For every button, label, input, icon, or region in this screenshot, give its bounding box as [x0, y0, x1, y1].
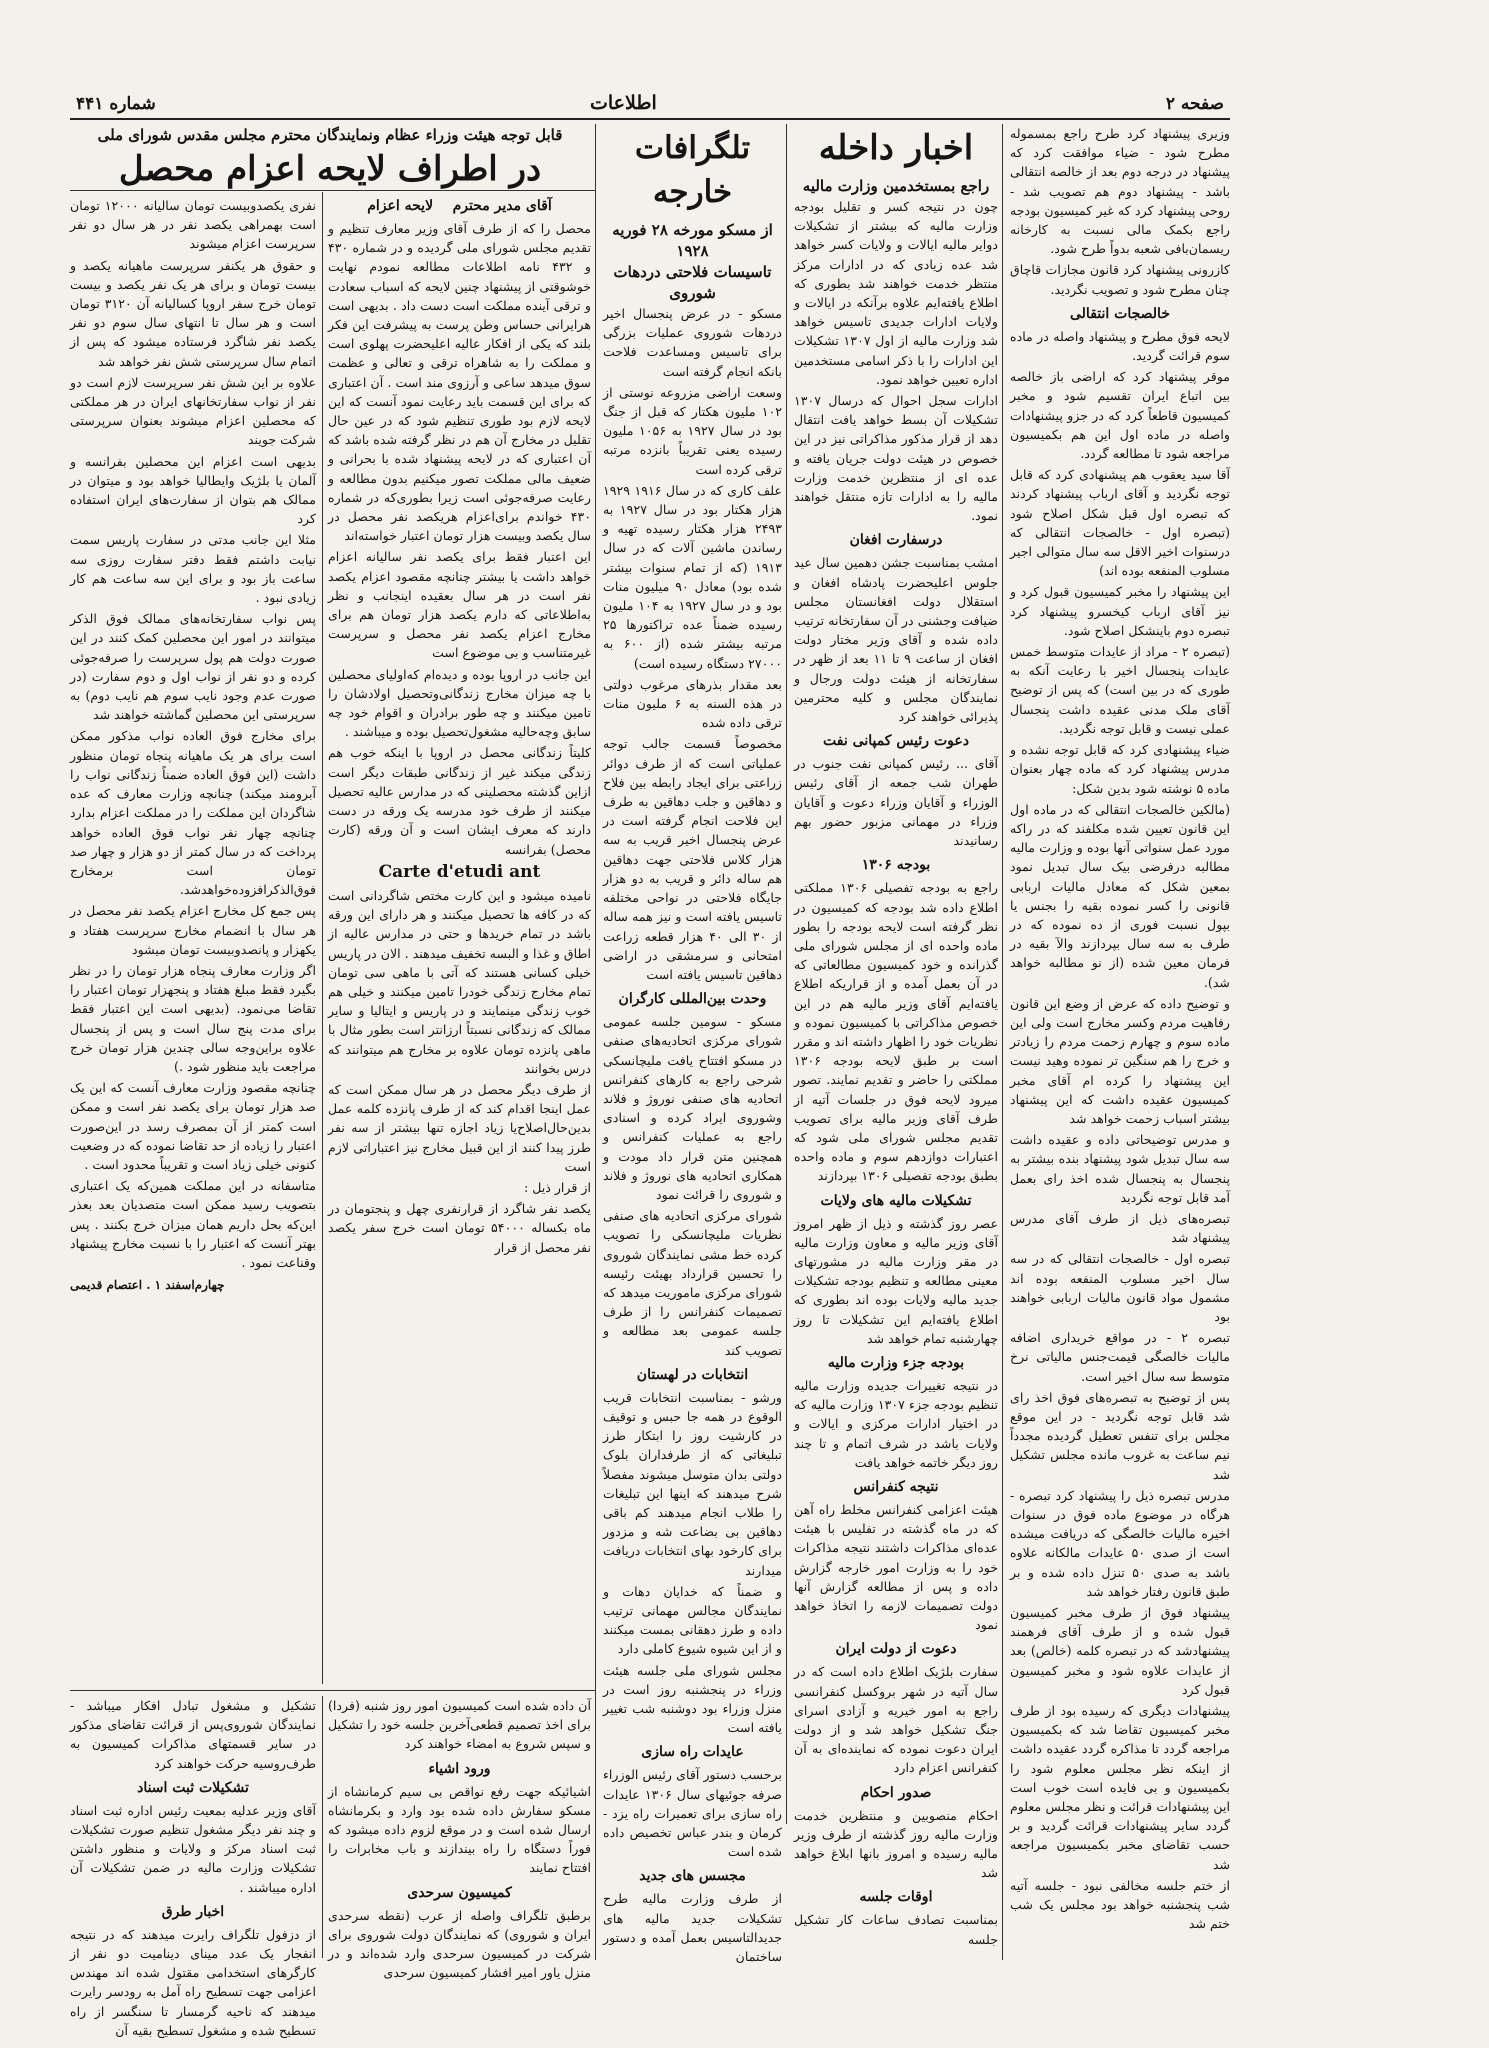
paragraph: اشیائیکه جهت رفع نواقص بی سیم کرمانشاه از مسکو سفارش داده شده بود وارد و بکرمانشاه ارسال شده است و در موقع لزوم داده میشود که فوراً دستگاه را راه بیندازند و باب مخابرات را افتتاح نمایند: [328, 1783, 591, 1876]
paragraph: نامیده میشود و این کارت مختص شاگردانی است که در کافه ها تحصیل میکنند و هر دارای این ورقه باشد در تمام خریدها و حتی در مدارس عالیه از اطاق و غذا و البسه تخفیف میدهند . الان در پاریس خیلی کسانی هستند که آتی با ماهی سی تومان تمام مخارج زندگی خودرا تامین میکنند و خیلی هم خوب زندگی مینمایند و در پاریس و ایتالیا و سایر ممالک که زندگانی نسبتاً ارزانتر است بطور مثال با ماهی پانزده تومان علاوه بر مخارج هم میتوانند که درس بخوانند: [328, 887, 591, 1076]
column-rule: [1002, 124, 1003, 1960]
banner-kicker: قابل توجه هیئت وزراء عظام ونمایندگان محترم مجلس مقدس شورای ملی: [97, 126, 563, 144]
column-letter-part-2: [70, 196, 316, 1686]
section-heading: عایدات راه سازی: [641, 1744, 744, 1761]
paragraph: آقای وزیر عدلیه بمعیت رئیس اداره ثبت اسناد و چند نفر دیگر مشغول تنظیم صورت تشکیلات ثبت اسناد مرکز و ولایات و منظور داشتن تشکیلات وزارت مالیه در ضمن تشکیلات آن اداره میباشند .: [70, 1802, 316, 1895]
paragraph: ورشو - بمناسبت انتخابات قریب الوقوع در همه جا حبس و توقیف در کارشیت روز را ابتکار طرز تبلیغاتی که از طرفداران بلوک دولتی بدان متوسل میشوند مفصلاً شرح میدهند که اینها این تبلیغات را طلاب انجام میدهند کم باقی دهاقین بی بضاعت شه و مزدور برای کارخود بهای انتخابات دریافت میدارند: [603, 1389, 782, 1578]
section-heading: درسفارت افغان: [849, 532, 943, 549]
article-subtitle: تاسیسات فلاحتی دردهات شوروی: [613, 263, 772, 302]
paragraph: علف کاری که در سال ۱۹۱۶ ۱۹۲۹ هزار هکتار بود در سال ۱۹۲۷ به ۲۴۹۳ هزار هکتار رسیده تهیه و رساندن ماشین آلات که در سال ۱۹۱۳ (که از تمام سنوات بیشتر شده بود) معادل ۹۰ میلیون منات بود و در سال ۱۹۲۷ به ۱۰۴ ملیون رسیده ضمناً عده تراکتورها ۲۵ مرتبه بیشتر شده (از ۶۰۰ به ۲۷۰۰۰ دستگاه رسیده است): [603, 482, 782, 671]
paragraph: یکصد نفر شاگرد از قرارنفری چهل و پنجتومان در ماه بکساله ۵۴۰۰۰ تومان است خرج سفر یکصد نفر محصل از قرار: [328, 1201, 591, 1255]
section-heading: تشکیلات ثبت اسناد: [137, 1779, 249, 1796]
paragraph: از طرف دیگر محصل در هر سال ممکن است که عمل اینجا اقدام کند که از طرف پانزده کلمه عمل بدین‌حال‌اصلاح‌یا زیاد اجازه تنها بیشتر از سه نفر طرز پیدا کنند از این قبیل مخارج نیز اعتباراتی لازم است: [328, 1081, 591, 1174]
section-heading: تشکیلات مالیه های ولایات: [820, 1192, 972, 1209]
paragraph: نفری یکصدوبیست تومان سالیانه ۱۲۰۰۰ تومان است بهمراهی یکصد نفر در هر سال دو نفر سرپرست اعزام میشوند: [70, 198, 316, 252]
paragraph: تبصره‌های ذیل از طرف آقای مدرس پیشنهاد شد: [1010, 1210, 1230, 1246]
foreign-telegrams-title: تلگرافات خارجه: [634, 130, 751, 210]
section-heading: بودجه ۱۳۰۶: [861, 857, 931, 874]
paragraph: و مدرس توضیحاتی داده و عقیده داشت سه سال تبدیل شود پیشنهاد بنده بیشتر به پنجسال به پنجسال شده اخذ رای بعمل آمد قابل توجه نگردید: [1010, 1132, 1230, 1205]
paragraph: چون در نتیجه کسر و تقلیل بودجه وزارت مالیه که بیشتر از تشکیلات دوایر مالیه ایالات و ولایات کسر خواهد شد عده زیادی که در ادارات مرکز منتظر خدمت خواهند شد بطوری که اطلاع یافته‌ایم علاوه برآنکه در ایالات و ولایات ادارات جدیدی تاسیس خواهد شد وزارت مالیه از اول ۱۳۰۷ تشکیلات این ادارات را با ذکر اسامی مستخدمین اداره تعیین خواهد نمود.: [794, 199, 999, 387]
paragraph: مثلا این جانب مدتی در سفارت پاریس سمت نیابت داشتم فقط دفتر سفارت روزی سه ساعت باز بود و برای این سه ساعت هم کار زیادی نبود .: [70, 532, 316, 606]
column-parliament-report: [1010, 124, 1230, 1960]
letter-salutation: [328, 196, 591, 217]
paragraph: تبصره اول - خالصجات انتقالی که در سه سال اخیر مسلوب المنفعه بوده اند مشمول مواد قانون مالیات اربابی خواهند بود: [1010, 1251, 1230, 1324]
column-domestic-news: [794, 124, 998, 1960]
paragraph: (تبصره ۲ - مراد از عایدات متوسط خمس عایدات پنجسال اخیر با رعایت آنکه به طوری که در بین است) که پس از توضیح آقای ملک مدنی عقیده داشت پنجسال عملی نیست و قابل توجه نگردید.: [1010, 644, 1230, 736]
paragraph: وسعت اراضی مزروعه نوستی از ۱۰۲ ملیون هکتار که قبل از جنگ بود در سال ۱۹۲۷ به ۱۰۵۶ ملیون رسیده یعنی تقریباً بانزده مرتبه ترقی کرده است: [603, 384, 783, 477]
paragraph: پیشنهادات دیگری که رسیده بود از طرف مخبر کمیسیون تقاضا شد که بکمیسیون مراجعه گردد تا مذاکره گردد عقیده داشت از اینکه نظر مجلس معلوم شود را بکمیسیون و بی فایده است خوب است این پیشنهادات قرائت و نظر مجلس معلوم گردد سایر پیشنهادات قرائت گردید و بر حسب تقاضای مخبر بکمیسیون مراجعه شد: [1010, 1703, 1230, 1872]
column-rule: [786, 124, 787, 1824]
paragraph: اگر وزارت معارف پنجاه هزار تومان را در نظر بگیرد فقط مبلغ هفتاد و پنجهزار تومان اعتبار را تقاضا می‌نمود. (بدیهی است این اعتبار فقط برای مدت پنج سال است و پس از پنجسال علاوه براین‌وجه سالی چندین هزار تومان خرج مراجعت باید منظور شود .): [70, 962, 316, 1074]
section-heading: اوقات جلسه: [859, 1889, 933, 1906]
paragraph: محصل را که از طرف آقای وزیر معارف تنظیم و تقدیم مجلس شورای ملی گردیده و در شماره ۴۳۰ و ۴۳۲ نامه اطلاعات مطالعه نمودم نهایت خوشوقتی از پیشنهاد چنین لایحه که اسباب سعادت و ترقی آینده مملکت است دست داد . بدیهی است هرایرانی حساس وطن پرست به پیشرفت این فکر بلند که یکی از افکار عالیه اعلیحضرت پهلوی است و مملکت را به شاهراه ترقی و تعالی و عظمت سوق میدهد ساعی و آرزوی مند است . آن اعتباری که برای این قسمت باید رعایت نمود آنست که این لایحه لازم بود طوری تنظیم شود که در عین حال تقلیل در مخارج آن هم در نظر گرفته شده باشد که آن اعتباری که در لایحه پیشنهاد شده با بحرانی و ضعیف مالی مملکت تصور میکنیم بدون مطالعه و رعایت صرفه‌جوئی است زیرا بطوری‌که در شماره ۴۳۰ خواندم برای‌اعزام هریکصد نفر محصل در سال یکصد وبیست هزار تومان اعتبار خواسته‌اند: [328, 221, 591, 544]
paragraph: (مالکین خالصجات انتقالی که در ماده اول این قانون تعیین شده مکلفند که در راکه مورد عمل سنواتی آنها بوده و وزارت مالیه مطالبه درفرضی بیک سال تبدیل نمود بمعین شکل که معادل مالیات اربابی قانونی را کسر نموده بقیه را بجنس یا بپول نسبت فوری از ده نموده که در طرف به سه سال بپردازند والآ بقیه در فرمان معین شده (از نو مطالبه خواهد شد).: [1010, 801, 1230, 990]
paragraph: متاسفانه در این مملکت همین‌که یک اعتباری بتصویب رسید ممکن است متصدیان بعد بعذر این‌که بحل داریم همان میزان خرج بکنند . پس بهتر آنست که اعتبار را با نسبت مخارج پیشنهاد وقناعت نمود .: [70, 1178, 316, 1270]
paragraph: کلیتاً زندگانی محصل در اروپا با اینکه خوب هم زندگی میکند غیر از زندگانی طبقات دیگر است ازاین گذشته محصلینی که در مدارس عالیه تحصیل میکنند از طرف خود مدرسه یک ورقه در دست دارند که معرف ایشان است و آن ورقه (کارت محصل) بفرانسه: [328, 745, 591, 857]
paragraph: وزیری پیشنهاد کرد طرح راجع بمسموله مطرح شود - ضیاء موافقت کرد که پیشنهاد در درجه دوم بعد از خالصه انتقالی باشد - پیشنهاد دوم هم تصویب شد - روحی پیشنهاد کرد که غیر کمیسیون بودجه راجع بکمک مالی نسبت به کارخانه ریسمان‌بافی شعبه بدواً طرح شود.: [1010, 126, 1230, 257]
section-heading: وحدت بین‌المللی کارگران: [618, 991, 767, 1008]
column-letter-part-1: [328, 196, 591, 1686]
paragraph: برطبق تلگراف واصله از عرب (نقطه سرحدی ایران و شوروی) که نمایندگان دولت شوروی برای شرکت در کمیسیون سرحدی وارد شده‌اند و در منزل یاور امیر افشار کمیسیون سرحدی: [328, 1907, 591, 1981]
paragraph: آقای ... رئیس کمپانی نفت جنوب در طهران شب جمعه از آقای رئیس الوزراء و آقایان وزراء دعوت و آقایان وزراء در مهمانی مزبور حضور بهم رسانیدند: [794, 756, 998, 849]
newspaper-name: اطلاعات: [590, 92, 657, 114]
section-heading: بودجه جزء وزارت مالیه: [827, 1354, 965, 1371]
article-subtitle: راجع بمستخدمین وزارت مالیه: [802, 177, 990, 195]
paragraph: و ضمناً که خدایان دهات و نمایندگان مجالس مهمانی ترتیب داده و طرز دهقانی بمست میکنند و از این شیوه شیوع کاملی دارد: [603, 1583, 782, 1657]
paragraph: مسکو - سومین جلسه عمومی شورای مرکزی اتحادیه‌های صنفی در مسکو افتتاح یافت ملیچانسکی شرحی راجع به کارهای کنفرانس اتحادیه های صنفی نوروژ و فلاند وشوروی ایراد کرده و اسنادی راجع به عملیات کنفرانس و همچنین متن قرار داد مودت و همکاری اتحادیه های نوروژ و فلاند و شوروی را قرائت نمود: [603, 1014, 782, 1202]
paragraph: احکام منصوبین و منتظرین خدمت وزارت مالیه روز گذشته از طرف وزیر مالیه رسیده و امروز بانها ابلاغ خواهد شد: [794, 1807, 998, 1881]
section-heading: صدور احکام: [860, 1784, 932, 1801]
letter-heading: آقای مدیر محترم: [452, 198, 552, 214]
banner-rule: [70, 190, 595, 191]
paragraph: از ختم جلسه مخالفی نبود - جلسه آتیه شب پنجشنبه خواهد بود مجلس یک شب ختم شد: [1010, 1877, 1230, 1932]
section-heading: مجسس های جدید: [639, 1868, 746, 1885]
paragraph: امشب بمناسبت جشن دهمین سال عید جلوس اعلیحضرت پادشاه افغان و استقلال دولت افغانستان مجلس ضیافت وجشنی در آن سفارتخانه ترتیب داده شده و آقای وزیر مختار دولت افغان از ساعت ۹ تا ۱۱ بعد از ظهر در سفارتخانه از هیئت دولت ورجال و نمایندگان مجلس و کلیه محترمین پذیرائی خواهند کرد: [794, 555, 998, 725]
paragraph: برای مخارج فوق العاده نواب مذکور ممکن است برای هر یک ماهیانه پنجاه تومان منظور داشت (این فوق العاده ضمناً زندگانی نواب را آبرومند میکند) چنانچه وزارت معارف که عده شاگردان این مملکت را در مملکت اعزام بدارد چنانچه چهار نفر نواب فوق العاده خواهد پرداخت که در سال کمتر از دو هزار و چهار صد تومان است برمخارج فوق‌الذکرافزوده‌خواهدشد.: [70, 728, 316, 898]
paragraph: بعد مقدار بذرهای مرغوب دولتی در هذه السنه به ۶ ملیون منات ترقی داده شده: [603, 676, 782, 731]
paragraph: لایحه فوق مطرح و پیشنهاد واصله در ماده سوم قرائت گردید.: [1010, 328, 1230, 364]
banner-headline: در اطراف لایحه اعزام محصل: [118, 149, 542, 189]
paragraph: مجلس شورای ملی جلسه هیئت وزراء در پنجشنبه روز است در منزل وزراء بود دوشنبه شب تغییر یافته است: [603, 1662, 782, 1736]
paragraph: چنانچه مقصود وزارت معارف آنست که این یک صد هزار تومان برای یکصد نفر است و ممکن است کمتر از آن بمصرف رسد در این‌صورت اعتبار را زیاده از حد تقاضا نموده که در وضعیت کنونی خیلی زیاد است و تقریباً محدود است .: [70, 1080, 316, 1172]
newspaper-page: [70, 90, 1230, 2038]
paragraph: ضیاء پیشنهادی کرد که قابل توجه نشده و مدرس پیشنهاد کرد که ماده چهار بعنوان ماده ۵ نوشته شود بدین شکل:: [1010, 742, 1230, 796]
domestic-news-title: اخبار داخله: [818, 128, 974, 168]
paragraph: این اعتبار فقط برای یکصد نفر سالیانه اعزام خواهد داشت یا بیشتر چنانچه مقصود اعزام یکصد نفر است در هر سال بعقیده اینجانب و نظر به‌اطلاعاتی که دارم یکصد هزار تومان هم برای مخارج اعزام یکصد نفر محصل و سرپرست غیرمتناسب و بی موضوع است: [328, 549, 591, 661]
paragraph: در نتیجه تغییرات جدیده وزارت مالیه تنظیم بودجه جزء ۱۳۰۷ وزارت مالیه که در اختیار ادارات مرکزی و ایالات و ولایات باشد در شرف اتمام و تا چند روز دیگر خاتمه خواهد یافت: [794, 1377, 998, 1470]
paragraph: هیئت اعزامی کنفرانس مخلط راه آهن که در ماه گذشته در تفلیس با هیئت عده‌ای مذاکرات داشتند نتیجه مذاکرات خود را به وزارت امور خارجه گزارش داده و پس از مطالعه گزارش آنها دولت تصمیمات لازمه را اتخاذ خواهد نمود: [794, 1501, 998, 1633]
paragraph: پیشنهاد فوق از طرف مخبر کمیسیون قبول شده و از طرف آقای فرهمند پیشنهادشد که در تبصره کلمه (خالص) بعد از عایدات علاوه شود و مخبر کمیسیون قبول کرد: [1010, 1605, 1230, 1697]
issue-number: شماره ۴۴۱: [76, 94, 156, 114]
paragraph: تبصره ۲ - در مواقع خریداری اضافه مالیات خالصگی قیمت‌جنس مالیاتی نرخ متوسط سه سال اخیر است.: [1010, 1330, 1230, 1384]
section-rule: [70, 1690, 595, 1691]
paragraph: از طرف وزارت مالیه طرح تشکیلات جدید مالیه های جدیدالتاسیس بعمل آمده و دستور ساختمان: [603, 1891, 782, 1965]
section-heading: ورود اشیاء: [428, 1760, 491, 1777]
paragraph: بمناسبت تصادف ساعات کار تشکیل جلسه: [794, 1912, 998, 1947]
paragraph: از دزفول تلگراف رایرت میدهند که در نتیجه انفجار یک عدد مینای دینامیت دو نفر از کارگرهای استخدامی مقتول شده اند مهندس اعزامی جهت تسطیح راه آمل به رودسر رایرت میدهند که ناحیه گرمسار تا سنگسر از راه تسطیح شده و مشغول تسطیح بقیه آن: [70, 1926, 316, 2038]
paragraph: مدرس تبصره ذیل را پیشنهاد کرد تبصره - هرگاه در موضوع ماده فوق در سنوات اخیره مالیات خالصگی که دریافت میشده است از صدی ۵۰ عایدات مالکانه علاوه باشد به صدی ۵۰ تنزل داده شده و بر طبق قانون رفتار خواهد شد: [1010, 1487, 1230, 1599]
letter-subheading: لایحه اعزام: [367, 198, 434, 214]
paragraph: ادارات سجل احوال که درسال ۱۳۰۷ تشکیلات آن بسط خواهد یافت انتقال دهد از قرار مذکور مذاکراتی نیز در این خصوص در هیئت دولت جریان یافته و عده ای از منتظرین خدمت وزارت مالیه را به ادارات تازه منتقل خواهند نمود.: [794, 393, 998, 524]
column-rule: [322, 192, 323, 1684]
paragraph: از قرار ذیل :: [523, 1179, 591, 1195]
article-subtitle: از مسکو مورخه ۲۸ فوریه ۱۹۲۸: [612, 221, 773, 260]
column-bottom-left: [70, 1696, 316, 2038]
paragraph: پس از توضیح به تبصره‌های فوق اخذ رای شد قابل توجه نگردید - در این موقع مجلس برای تنفس تعطیل گردیده مجدداً نیم ساعت به غروب مانده مجلس تشکیل شد: [1010, 1389, 1230, 1482]
paragraph: آقا سید یعقوب هم پیشنهادی کرد که قابل توجه نگردید و آقای ارباب پیشنهاد کردند که تبصره اول قبل شکل اصلاح شود (تبصره اول - خالصجات انتقالی که درسنوات اخیر الاقل سه سال متوالی اجیر مسلوب المنفعه بوده اند): [1010, 467, 1230, 579]
paragraph: برحسب دستور آقای رئیس الوزراء صرفه جوئیهای سال ۱۳۰۶ عایدات راه سازی برای تعمیرات راه یزد - کرمان و بندر عباس تخصیص داده شده است: [603, 1767, 783, 1860]
latin-term: Carte d'etudi ant: [378, 861, 541, 882]
paragraph: سفارت بلژیک اطلاع داده است که در سال آتیه در شهر بروکسل کنفرانسی راجع به امور خیریه و آزادی اسرای جنگ تشکیل خواهد شد و از دولت ایران دعوت نموده که نماینده‌ای به آن کنفرانس اعزام دارد: [794, 1664, 998, 1776]
paragraph: عصر روز گذشته و ذیل از ظهر امروز آقای وزیر مالیه و معاون وزارت مالیه در مقر وزارت مالیه در مشورتهای معینی مطالعه و تنظیم بودجه تشکیلات جدید مالیه ولایات بوده اند بطوری که اطلاع یافته‌ایم این تشکیلات تا روز چهارشنبه تمام خواهد شد: [794, 1215, 998, 1346]
paragraph: این پیشنهاد را مخبر کمیسیون قبول کرد و نیز آقای ارباب کیخسرو پیشنهاد کرد تبصره دوم باینشکل اصلاح شود.: [1010, 584, 1230, 638]
section-heading: خالصجات انتقالی: [1070, 305, 1170, 322]
letter-signature: چهارم‌اسفند ۱ . اعتصام قدیمی: [70, 1278, 225, 1293]
paragraph: آن داده شده است کمیسیون امور روز شنبه (فردا) برای اخذ تصمیم قطعی‌آخرین جلسه خود را تشکیل و سپس شروع به امضاء خواهند کرد: [328, 1698, 591, 1752]
section-heading: کمیسیون سرحدی: [407, 1884, 512, 1901]
page-number: صفحه ۲: [1165, 94, 1224, 114]
paragraph: موقر پیشنهاد کرد که اراضی باز خالصه بین اتباع ایران تقسیم شود و مخبر کمیسیون قاطعاً کرد که در جزو پیشنهادات واصله در ماده اول این هم بکمیسیون مراجعه شود تا مطالعه گردد.: [1010, 369, 1230, 462]
section-heading: دعوت رئیس کمپانی نفت: [823, 733, 969, 750]
paragraph: مخصوصاً قسمت جالب توجه عملیاتی است که از طرف دوائر زراعتی برای ایجاد رابطه بین فلاح و دهاقین و جلب دهاقین به طرف این فلاحت انجام گرفته است در عرض پنجسال اخیر قریب به سه هزار کلاس فلاحتی جهت دهاقین هم ساله دائر و قریب به دو هزار جایگاه فلاحتی در نواحی مختلفه تاسیس یافته است و نیز همه ساله از ۳۰ الی ۴۰ هزار قطعه زراعت امتحانی و سرمشقی در اراضی دهاقین تاسیس یافته است: [603, 736, 782, 982]
paragraph: و توضیح داده که عرض از وضع این قانون رفاهیت مردم وکسر مخارج است ولی این ماده سوم و چهارم زحمت مردم را زیادتر و خرج را هم سنگین تر نموده وهید نیست این پیشنهاد را کرده ام آقای مخبر کمیسیون عقیده داشت که این پیشنهاد بیشتر اسباب زحمت خواهد شد: [1010, 995, 1230, 1126]
paragraph: علاوه بر این شش نفر سرپرست لازم است دو نفر از نواب سفارتخانهای ایران در هر مملکتی که محصلین اعزام میشوند بعنوان سرپرستی شرکت جویند: [70, 374, 316, 448]
section-heading: انتخابات در لهستان: [636, 1366, 749, 1383]
column-bottom-middle: [328, 1696, 591, 1981]
paragraph: مسکو - در عرض پنجسال اخیر دردهات شوروی عملیات بزرگی برای تاسیس ومساعدت فلاحت بانکه انجام گرفته است: [603, 306, 782, 379]
paragraph: و حقوق هر یکنفر سرپرست ماهیانه یکصد و بیست تومان و برای هر یک نفر یکصد و بیست تومان خرج سفر اروپا کسالیانه آن ۳۱۲۰ تومان است و هر سال تا انتهای سال سوم دو نفر یکصد نفر شاگرد فرستاده میشود که پس از اتمام سال سرپرستی شش نفر خواهد شد: [70, 257, 316, 369]
paragraph: شورای مرکزی اتحادیه های صنفی نظریات ملیچانسکی را تصویب کرده خط مشی نمایندگان شوروی را تحسین قرارداد بهیئت رئیسه شورای مرکزی ماموریت میدهد که تصمیمات کنفرانس را از طرف جلسه عمومی بعد مطالعه و تصویب کند: [603, 1208, 782, 1358]
page-header: [70, 90, 1230, 120]
paragraph: پس جمع کل مخارج اعزام یکصد نفر محصل در هر سال با انضمام مخارج سرپرست هفتاد و یکهزار و پانصدوبیست تومان میشود: [70, 903, 316, 957]
paragraph: راجع به بودجه تفصیلی ۱۳۰۶ مملکتی اطلاع داده شد بودجه که کمیسیون در نظر گرفته است لایحه بودجه را بطور ماده واحده ای از مجلس شورای ملی گذرانده و خود کمیسیون مطالعاتی که در آن بعمل آمده و از قراریکه اطلاع یافته‌ایم آقای وزیر مالیه هم در این خصوص مذاکراتی با کمیسیون نموده و نظریات خود را اظهار داشته اند و مقرر است بر طبق لایحه بودجه ۱۳۰۶ مملکتی را حاضر و تقدیم نمایند. تصور میرود لایحه فوق در جلسات آتیه از طرف آقای وزیر مالیه برای تصویب تقدیم مجلس شورای ملی شود که اعتبارات دوازدهم سوم و ماده واحده بطبق بودجه تفصیلی ۱۳۰۶ بپردازند: [794, 880, 998, 1184]
paragraph: تشکیل و مشغول تبادل افکار میباشد - نمایندگان شوروی‌پس از قرائت تقاضای مذکور در سایر قسمتهای مذاکرات کمیسیون به طرف‌روسیه حرکت خواهند کرد: [70, 1698, 316, 1771]
paragraph: پس نواب سفارتخانه‌های ممالک فوق الذکر میتوانند در امور این محصلین کمک کنند در این صورت دولت هم پول سرپرست را صرفه‌جوئی کرده و دو نفر از نواب اول و دوم سفارت (در صورت عدم وجود نایب سوم هم نایب دوم) به سرپرستی این محصلین گماشته خواهند شد: [70, 611, 316, 723]
section-heading: دعوت از دولت ایران: [835, 1641, 957, 1658]
section-heading: اخبار طرق: [161, 1903, 225, 1920]
paragraph: بدیهی است اعزام این محصلین بفرانسه و آلمان یا بلژیک وایطالیا خواهد بود و میتوان در ممالک هم بتوان از سفارت‌های ایران استفاده کرد: [70, 453, 316, 527]
paragraph: این جانب در اروپا بوده و دیده‌ام که‌اولیای محصلین با چه میزان مخارج زندگانی‌وتحصیل اولادشان را تامین میکنند و چه طور برادران و اقوام خود چه سابق وچه‌حالیه مشغول‌تحصیل بوده و میباشند .: [328, 666, 591, 740]
paragraph: کازرونی پیشنهاد کرد قانون مجازات قاچاق چنان مطرح شود و تصویب نگردید.: [1010, 262, 1230, 297]
column-rule: [322, 1696, 323, 1958]
section-heading: نتیجه کنفرانس: [853, 1478, 939, 1495]
opinion-banner: [70, 124, 590, 192]
column-rule: [595, 124, 596, 1960]
column-foreign-telegrams: [603, 124, 783, 1965]
